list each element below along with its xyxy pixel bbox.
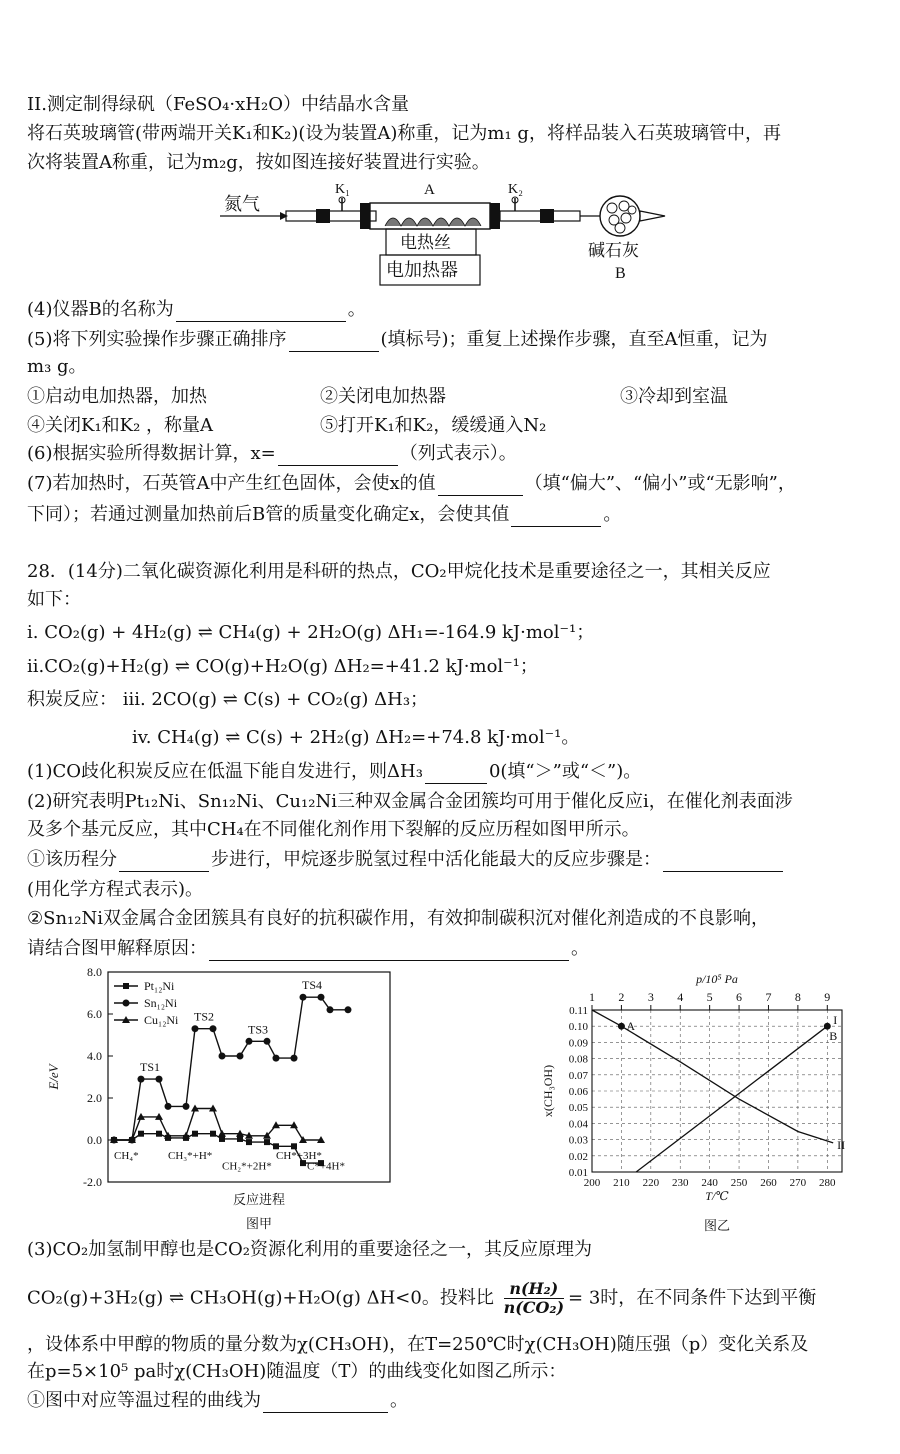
curve-I [636, 1026, 827, 1172]
x-tick-label: 220 [642, 1177, 660, 1189]
data-point [291, 1143, 297, 1149]
data-point [156, 1131, 162, 1137]
answer-blank[interactable] [438, 477, 523, 496]
ts-annotation: TS3 [247, 1022, 269, 1037]
data-point [183, 1103, 190, 1110]
y-tick-label: 0.05 [568, 1102, 588, 1115]
question-2-2-cont: 请结合图甲解释原因： 。 [27, 938, 589, 959]
x-tick-label: 200 [583, 1177, 601, 1189]
heater-label: 电加热器 [386, 260, 458, 280]
data-point [156, 1076, 163, 1083]
gas-label: 氮气 [224, 194, 260, 214]
data-point [237, 1136, 243, 1142]
y-tick-label: 4.0 [87, 1049, 102, 1063]
answer-blank[interactable] [176, 303, 346, 322]
ratio-value: = 3 [568, 1287, 601, 1309]
y-tick-label: 0.09 [568, 1037, 588, 1050]
y-tick-label: 0.03 [568, 1134, 588, 1147]
data-point [273, 1143, 279, 1149]
y-axis-label: x(CH₃OH) [541, 1064, 555, 1118]
top-tick-label: 8 [794, 990, 801, 1004]
y-tick-label: 0.01 [568, 1167, 588, 1179]
answer-blank[interactable] [663, 853, 783, 872]
question-7-cont: 下同）；若通过测量加热前后B管的质量变化确定x，会使其值 。 [27, 504, 622, 525]
question-1: (1)CO歧化积炭反应在低温下能自发进行，则ΔH₃ 0(填“＞”或“＜”)。 [27, 761, 642, 782]
top-tick-label: 9 [824, 990, 831, 1004]
data-point [192, 1131, 198, 1137]
x-tick-label: 260 [760, 1177, 777, 1189]
legend-label: Sn₁₂Ni [144, 996, 178, 1010]
question-3: (3)CO₂加氢制甲醇也是CO₂资源化利用的重要途径之一，其反应原理为 [27, 1239, 592, 1260]
y-tick-label: 0.02 [568, 1150, 588, 1163]
state-label: CH*+3H* [276, 1149, 322, 1162]
heating-wire-label: 电热丝 [400, 233, 451, 252]
data-point [210, 1131, 216, 1137]
paragraph-line: (用化学方程式表示)。 [27, 879, 204, 900]
y-tick-label: 0.11 [569, 1005, 588, 1017]
state-label: CH₄* [114, 1149, 139, 1162]
question-4: (4)仪器B的名称为 。 [27, 299, 366, 320]
y-tick-label: 0.07 [568, 1069, 588, 1082]
state-label: C*+4H* [307, 1160, 345, 1173]
reaction-iv: iv. CH₄(g) ⇌ C(s) + 2H₂(g) ΔH₂=+74.8 kJ·mol⁻¹。 [132, 727, 580, 748]
step-4: ④关闭K₁和K₂ ，称量A [27, 415, 214, 436]
point-label: A [626, 1019, 636, 1034]
ratio-numerator: n(H₂) [504, 1280, 564, 1299]
paragraph-line: ，设体系中甲醇的物质的量分数为χ(CH₃OH)，在T=250℃时χ(CH₃OH)随压强（p）变化关系及 [27, 1334, 809, 1355]
y-tick-label: 2.0 [87, 1091, 102, 1105]
top-axis-label: p/10⁵ Pa [696, 972, 738, 986]
curve-label: I [833, 1013, 838, 1028]
answer-blank[interactable] [425, 765, 487, 784]
ratio-denominator: n(CO₂) [503, 1298, 565, 1317]
answer-blank[interactable] [289, 333, 379, 352]
data-point [210, 1025, 217, 1032]
device-b-label: B [615, 265, 626, 282]
point-A [618, 1023, 625, 1030]
reaction-i: i. CO₂(g) + 4H₂(g) ⇌ CH₄(g) + 2H₂O(g) ΔH₁=-164.9 kJ·mol⁻¹； [27, 622, 595, 643]
step-2: ②关闭电加热器 [320, 386, 446, 407]
data-point [237, 1053, 244, 1060]
question-2: (2)研究表明Pt₁₂Ni、Sn₁₂Ni、Cu₁₂Ni三种双金属合金团簇均可用于催化反应i，在催化剂表面涉 [27, 791, 793, 812]
soda-lime-label: 碱石灰 [588, 241, 639, 260]
y-tick-label: -2.0 [83, 1175, 102, 1189]
question-3-equation: CO₂(g)+3H₂(g) ⇌ CH₃OH(g)+H₂O(g) ΔH<0。投料比 $\frac{\text{n(H₂)}}{\text{n(CO₂)}}$ = 3时，在不同条件下达到平衡 [27, 1279, 817, 1317]
paragraph-line: 如下： [27, 589, 81, 610]
data-point [327, 1006, 334, 1013]
data-point [264, 1038, 271, 1045]
apparatus-diagram [220, 178, 670, 288]
series-line-Cu₁₂Ni [114, 1109, 321, 1141]
x-tick-label: 230 [671, 1177, 689, 1189]
x-axis-label: 反应进程 [232, 1192, 286, 1207]
question-3-1: ①图中对应等温过程的曲线为 。 [27, 1390, 408, 1411]
paragraph-line: 次将装置A称重，记为m₂g，按如图连接好装置进行实验。 [27, 152, 490, 173]
legend-marker [123, 1000, 130, 1007]
section-title: II.测定制得绿矾（FeSO₄·xH₂O）中结晶水含量 [27, 94, 409, 115]
top-tick-label: 7 [765, 990, 772, 1004]
state-label: CH₃*+H* [168, 1149, 213, 1162]
data-point [246, 1038, 253, 1045]
methanol-fraction-chart [530, 960, 870, 1240]
answer-blank[interactable] [278, 447, 398, 466]
step-1: ①启动电加热器，加热 [27, 386, 207, 407]
data-point [345, 1006, 352, 1013]
step-3: ③冷却到室温 [620, 386, 728, 407]
legend-marker [123, 983, 129, 989]
x-tick-label: 210 [613, 1177, 630, 1189]
answer-blank[interactable] [209, 942, 569, 961]
data-point [219, 1053, 226, 1060]
question-7: (7)若加热时，石英管A中产生红色固体，会使x的值 （填“偏大”、“偏小”或“无影响”， [27, 473, 796, 494]
ts-annotation: TS4 [301, 978, 323, 993]
question-2-2: ②Sn₁₂Ni双金属合金团簇具有良好的抗积碳作用，有效抑制碳积沉对催化剂造成的不良影响， [27, 908, 769, 929]
curve-label: II [837, 1137, 846, 1152]
answer-blank[interactable] [119, 853, 209, 872]
top-tick-label: 4 [677, 990, 684, 1004]
k1-label: K₁ [335, 182, 350, 197]
y-tick-label: 0.10 [568, 1021, 588, 1034]
legend-label: Pt₁₂Ni [144, 979, 175, 993]
paragraph-line: 将石英玻璃管(带两端开关K₁和K₂)(设为装置A)称重，记为m₁ g，将样品装入石英玻璃管中，再 [27, 123, 781, 144]
top-tick-label: 6 [736, 990, 743, 1004]
answer-blank[interactable] [263, 1394, 388, 1413]
y-tick-label: 0.08 [568, 1053, 588, 1066]
y-tick-label: 6.0 [87, 1007, 102, 1021]
top-tick-label: 5 [706, 990, 713, 1004]
energy-profile-chart [40, 960, 420, 1240]
question-2-1: ①该历程分 步进行，甲烷逐步脱氢过程中活化能最大的反应步骤是： [27, 848, 785, 872]
reaction-iii: 积炭反应： iii. 2CO(g) ⇌ C(s) + CO₂(g) ΔH₃； [27, 689, 429, 710]
data-point [273, 1055, 280, 1062]
x-tick-label: 240 [701, 1177, 718, 1189]
data-point [219, 1136, 225, 1142]
top-tick-label: 2 [618, 990, 625, 1004]
point-label: B [829, 1029, 838, 1044]
y-tick-label: 0.0 [87, 1133, 102, 1147]
ts-annotation: TS1 [139, 1060, 161, 1075]
data-point [246, 1139, 252, 1145]
data-point [291, 1055, 298, 1062]
question-6: (6)根据实验所得数据计算，x= （列式表示）。 [27, 443, 517, 464]
paragraph-line: 及多个基元反应，其中CH₄在不同催化剂作用下裂解的反应历程如图甲所示。 [27, 819, 640, 840]
answer-blank[interactable] [511, 508, 601, 527]
question-28-title: 28．(14分)二氧化碳资源化利用是科研的热点，CO₂甲烷化技术是重要途径之一，其相关反应 [27, 561, 771, 582]
y-tick-label: 8.0 [87, 965, 102, 979]
data-point [165, 1103, 172, 1110]
paragraph-line: m₃ g。 [27, 356, 87, 377]
x-tick-label: 280 [819, 1177, 836, 1189]
y-tick-label: 0.04 [568, 1118, 588, 1131]
y-tick-label: 0.06 [568, 1086, 588, 1098]
ts-annotation: TS2 [193, 1009, 215, 1024]
state-label: CH₂*+2H* [222, 1160, 272, 1173]
legend-label: Cu₁₂Ni [144, 1013, 179, 1027]
step-5: ⑤打开K₁和K₂，缓缓通入N₂ [320, 415, 547, 436]
x-tick-label: 250 [730, 1177, 748, 1189]
data-point [192, 1025, 199, 1032]
question-5: (5)将下列实验操作步骤正确排序 (填标号)；重复上述操作步骤，直至A恒重，记为 [27, 329, 768, 350]
paragraph-line: 在p=5×10⁵ pa时χ(CH₃OH)随温度（T）的曲线变化如图乙所示： [27, 1361, 567, 1382]
reaction-ii: ii.CO₂(g)+H₂(g) ⇌ CO(g)+H₂O(g) ΔH₂=+41.2 kJ·mol⁻¹； [27, 656, 538, 677]
data-point [318, 994, 325, 1001]
chart-caption: 图乙 [703, 1218, 731, 1233]
x-axis-label: T/℃ [705, 1189, 729, 1203]
top-tick-label: 1 [589, 990, 595, 1004]
data-point [138, 1131, 144, 1137]
y-axis-label: E/eV [46, 1064, 61, 1090]
data-point [138, 1076, 145, 1083]
k2-label: K₂ [508, 182, 523, 197]
data-point [300, 994, 307, 1001]
top-tick-label: 3 [647, 990, 654, 1004]
x-tick-label: 270 [789, 1177, 807, 1189]
data-point [264, 1139, 270, 1145]
tube-a-label: A [424, 182, 435, 198]
chart-caption: 图甲 [245, 1216, 273, 1231]
